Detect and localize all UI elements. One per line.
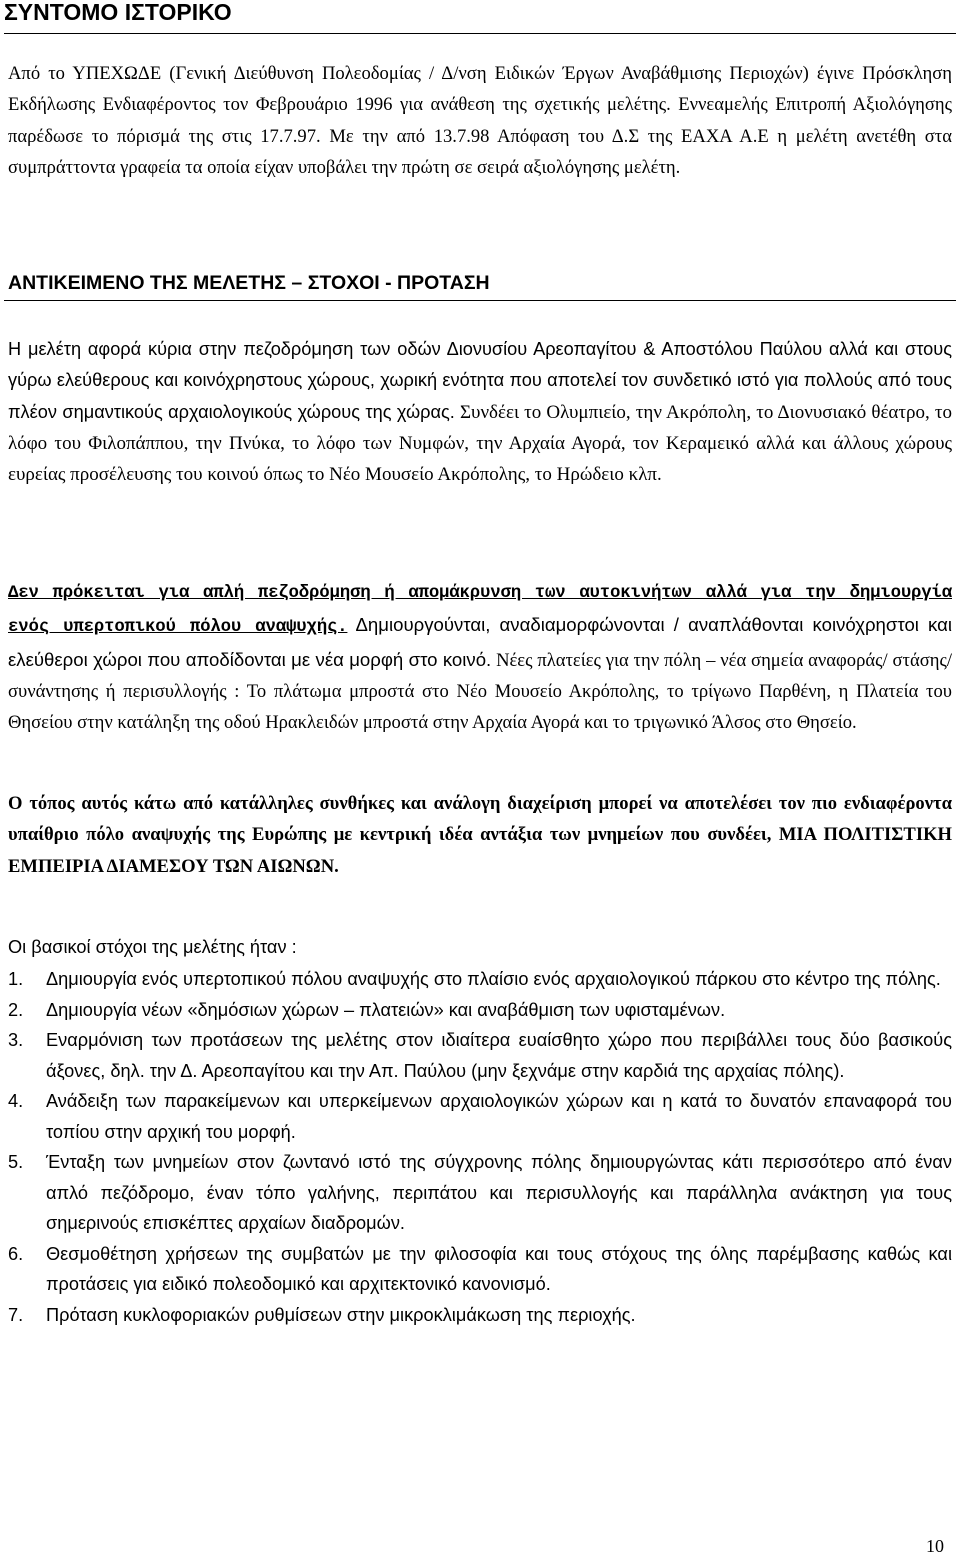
history-heading: ΣΥΝΤΟΜΟ ΙΣΤΟΡΙΚΟ	[4, 0, 232, 25]
goal-item	[8, 1239, 952, 1300]
goal-item	[8, 995, 952, 1026]
goal-text: Δημιουργία ενός υπερτοπικού πόλου αναψυχής στο πλαίσιο ενός αρχαιολογικού πάρκου στο κέντρο της πόλης.	[46, 969, 941, 989]
goal-number: 4.	[8, 1091, 24, 1111]
subject-paragraph-2-rest-a: Δημιουργούνται, αναδιαμορφώνονται / αναπλάθονται κοινόχρηστοι και ελεύθεροι χώροι που αποδίδονται με νέα μορφή στο κοινό.	[8, 614, 952, 670]
goal-text: Θεσμοθέτηση χρήσεων της συμβατών με την φιλοσοφία και τους στόχους της όλης παρέμβασης καθώς και προτάσεις για ειδικό πολεοδομικό και αρχιτεκτονικό κανονισμό.	[46, 1243, 952, 1294]
goal-number: 3.	[8, 1030, 24, 1050]
goal-text: Ανάδειξη των παρακείμενων και υπερκείμενων αρχαιολογικών χώρων και η κατά το δυνατόν επαναφορά του τοπίου στην αρχική του μορφή.	[46, 1091, 952, 1142]
goal-item	[8, 1300, 952, 1331]
goal-number: 6.	[8, 1243, 24, 1264]
goals-intro: Οι βασικοί στόχοι της μελέτης ήταν :	[8, 937, 297, 957]
goal-number: 7.	[8, 1304, 24, 1325]
goal-number: 1.	[8, 969, 24, 989]
goal-number: 2.	[8, 999, 24, 1020]
subject-paragraph-1	[8, 334, 952, 490]
subject-paragraph-1a: Η μελέτη αφορά κύρια στην πεζοδρόμηση των οδών Διονυσίου Αρεοπαγίτου & Αποστόλου Παύλου αλλά και στους γύρω ελεύθερους και κοινόχρηστους χώρους, χωρική ενότητα που αποτελεί τον συνδετικό ιστό για πολλούς από τους πλέον σημαντικούς αρχαιολογικούς χώρους της χώρας.	[8, 339, 952, 422]
history-heading-rule	[4, 33, 956, 34]
subject-heading	[8, 268, 490, 298]
goal-item	[8, 1147, 952, 1239]
goal-text: Πρόταση κυκλοφοριακών ρυθμίσεων στην μικροκλιμάκωση της περιοχής.	[46, 1304, 636, 1325]
subject-paragraph-2-rest-b: Νέες πλατείες για την πόλη – νέα σημεία αναφοράς/ στάσης/ συνάντησης ή περισυλλογής : Το πλάτωμα μπροστά στο Νέο Μουσείο Ακρόπολης, το τρίγωνο Παρθένη, η Πλατεία του Θησείου στην κατάληξη της οδού Ηρακλειδών μπροστά στην Αρχαία Αγορά και το τριγωνικό Άλσος στο Θησείο.	[8, 649, 952, 734]
subject-paragraph-2-bold: Δεν πρόκειται για απλή πεζοδρόμηση ή απομάκρυνση των αυτοκινήτων αλλά για την δημιουργία ενός υπερτοπικού πόλου αναψυχής.	[8, 584, 952, 638]
subject-heading-part1: ΑΝΤΙΚΕΙΜΕΝΟ ΤΗΣ ΜΕΛΕΤΗΣ	[8, 272, 286, 294]
goal-item	[8, 964, 952, 995]
subject-heading-part2: ΣΤΟΧΟΙ - ΠΡΟΤΑΣΗ	[307, 272, 490, 294]
subject-paragraph-2	[8, 576, 952, 738]
page-number: 10	[926, 1536, 944, 1556]
subject-paragraph-3: Ο τόπος αυτός κάτω από κατάλληλες συνθήκες και ανάλογη διαχείριση μπορεί να αποτελέσει τον πιο ενδιαφέροντα υπαίθριο πόλο αναψυχής της Ευρώπης με κεντρική ιδέα αντάξια των μνημείων που συνδέει, ΜΙΑ ΠΟΛΙΤΙΣΤΙΚΗ ΕΜΠΕΙΡΙΑ ΔΙΑΜΕΣΟΥ ΤΩΝ ΑΙΩΝΩΝ.	[8, 793, 952, 877]
history-paragraph: Από το ΥΠΕΧΩΔΕ (Γενική Διεύθυνση Πολεοδομίας / Δ/νση Ειδικών Έργων Αναβάθμισης Περιοχών) έγινε Πρόσκληση Εκδήλωσης Ενδιαφέροντος τον Φεβρουάριο 1996 για ανάθεση της σχετικής μελέτης. Εννεαμελής Επιτροπή Αξιολόγησης παρέδωσε το πόρισμά της στις 17.7.97. Με την από 13.7.98 Απόφαση του Δ.Σ της ΕΑΧΑ Α.Ε η μελέτη ανετέθη στα συμπράττοντα γραφεία τα οποία είχαν υποβάλει την πρώτη σε σειρά αξιολόγησης μελέτη.	[8, 63, 952, 178]
subject-heading-rule	[4, 300, 956, 301]
goal-item	[8, 1086, 952, 1147]
goal-item	[8, 1025, 952, 1086]
goals-list	[8, 964, 952, 1330]
goal-text: Ένταξη των μνημείων στον ζωντανό ιστό της σύγχρονης πόλης δημιουργώντας κάτι περισσότερο από έναν απλό πεζόδρομο, έναν τόπο γαλήνης, περιπάτου και περισυλλογής και παράλληλα ανάκτηση για τους σημερινούς επισκέπτες αρχαίων διαδρομών.	[46, 1152, 952, 1233]
goal-text: Δημιουργία νέων «δημόσιων χώρων – πλατειών» και αναβάθμιση των υφισταμένων.	[46, 999, 726, 1020]
subject-heading-dash: –	[291, 272, 303, 294]
goal-text: Εναρμόνιση των προτάσεων της μελέτης στον ιδιαίτερα ευαίσθητο χώρο που περιβάλλει τους δύο βασικούς άξονες, δηλ. την Δ. Αρεοπαγίτου και την Απ. Παύλου (μην ξεχνάμε στην καρδιά της αρχαίας πόλης).	[46, 1030, 952, 1081]
subject-paragraph-1b: Συνδέει το Ολυμπιείο, την Ακρόπολη, το Διονυσιακό θέατρο, το λόφο του Φιλοπάππου, την Πνύκα, το λόφο των Νυμφών, την Αρχαία Αγορά, τον Κεραμεικό αλλά και άλλους χώρους ευρείας προσέλευσης του κοινού όπως το Νέο Μουσείο Ακρόπολης, το Ηρώδειο κλπ.	[8, 401, 952, 486]
goal-number: 5.	[8, 1152, 24, 1172]
